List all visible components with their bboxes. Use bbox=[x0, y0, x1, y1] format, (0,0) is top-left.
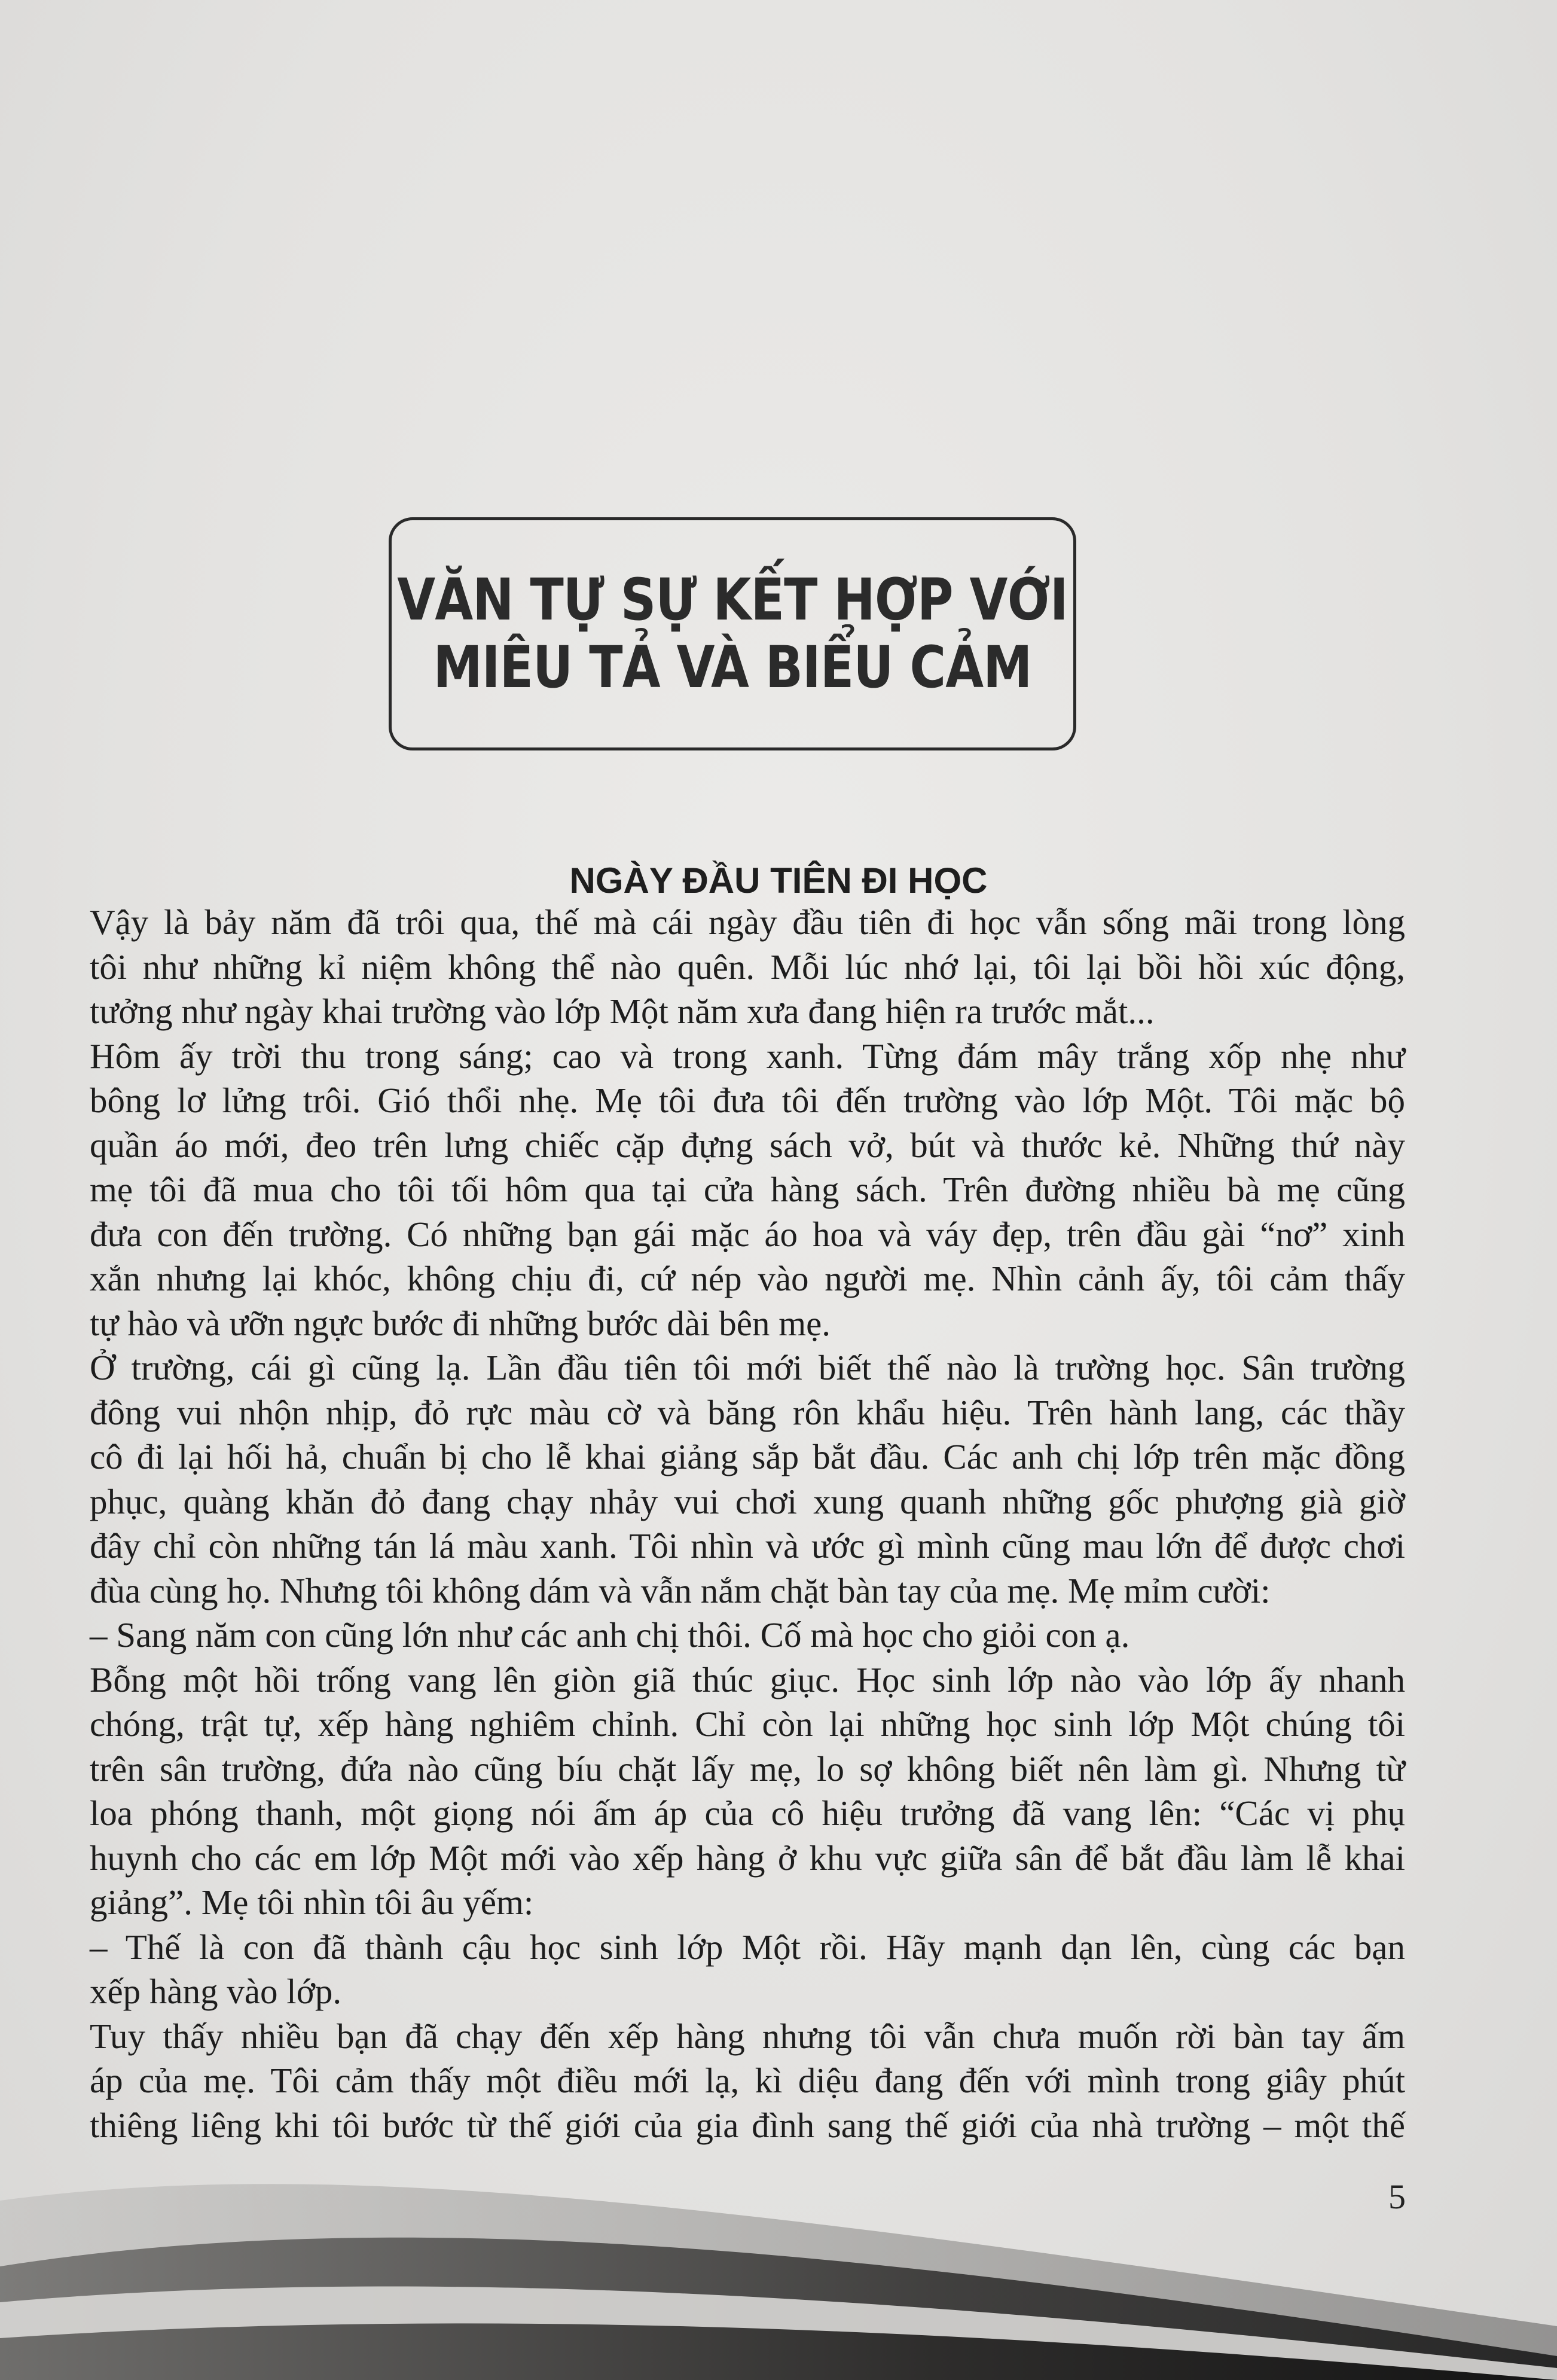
text-line: phục, quàng khăn đỏ đang chạy nhảy vui chơi xung quanh những gốc phượng già giờ bbox=[90, 1481, 1405, 1521]
text-line: trên sân trường, đứa nào cũng bíu chặt lấy mẹ, lo sợ không biết nên làm gì. Nhưng từ bbox=[90, 1749, 1405, 1789]
text-line: xắn nhưng lại khóc, không chịu đi, cứ nép vào người mẹ. Nhìn cảnh ấy, tôi cảm thấy bbox=[90, 1259, 1405, 1298]
text-line: giảng”. Mẹ tôi nhìn tôi âu yếm: bbox=[90, 1882, 534, 1922]
story-body bbox=[90, 900, 1405, 2147]
text-line: Hôm ấy trời thu trong sáng; cao và trong xanh. Từng đám mây trắng xốp nhẹ như bbox=[90, 1036, 1405, 1076]
text-line: – Thế là con đã thành cậu học sinh lớp Một rồi. Hãy mạnh dạn lên, cùng các bạn bbox=[90, 1927, 1405, 1967]
text-line: áp của mẹ. Tôi cảm thấy một điều mới lạ, kì diệu đang đến với mình trong giây phút bbox=[90, 2061, 1405, 2100]
text-line: Vậy là bảy năm đã trôi qua, thế mà cái ngày đầu tiên đi học vẫn sống mãi trong lòng bbox=[90, 902, 1405, 942]
text-line: thiêng liêng khi tôi bước từ thế giới của gia đình sang thế giới của nhà trường – một thế bbox=[90, 2105, 1405, 2145]
text-line: cô đi lại hối hả, chuẩn bị cho lễ khai giảng sắp bắt đầu. Các anh chị lớp trên mặc đồng bbox=[90, 1437, 1405, 1476]
text-line: mẹ tôi đã mua cho tôi tối hôm qua tại cửa hàng sách. Trên đường nhiều bà mẹ cũng bbox=[90, 1170, 1405, 1209]
text-line: tưởng như ngày khai trường vào lớp Một năm xưa đang hiện ra trước mắt... bbox=[90, 991, 1155, 1031]
decorative-wave bbox=[0, 2129, 1557, 2380]
chapter-title-line-1: VĂN TỰ SỰ KẾT HỢP VỚI bbox=[397, 566, 1068, 633]
text-line: Bỗng một hồi trống vang lên giòn giã thúc giục. Học sinh lớp nào vào lớp ấy nhanh bbox=[90, 1659, 1405, 1699]
chapter-title-line-2: MIÊU TẢ VÀ BIỂU CẢM bbox=[433, 634, 1032, 701]
story-title: NGÀY ĐẦU TIÊN ĐI HỌC bbox=[569, 861, 988, 901]
text-line: tôi như những kỉ niệm không thể nào quên. Mỗi lúc nhớ lại, tôi lại bồi hồi xúc động, bbox=[90, 947, 1405, 987]
text-line: đùa cùng họ. Nhưng tôi không dám và vẫn nắm chặt bàn tay của mẹ. Mẹ mỉm cười: bbox=[90, 1570, 1271, 1610]
text-line: huynh cho các em lớp Một mới vào xếp hàng ở khu vực giữa sân để bắt đầu làm lễ khai bbox=[90, 1838, 1405, 1878]
text-line: Ở trường, cái gì cũng lạ. Lần đầu tiên tôi mới biết thế nào là trường học. Sân trường bbox=[90, 1348, 1405, 1387]
text-line: đưa con đến trường. Có những bạn gái mặc áo hoa và váy đẹp, trên đầu gài “nơ” xinh bbox=[90, 1214, 1405, 1254]
text-line: – Sang năm con cũng lớn như các anh chị thôi. Cố mà học cho giỏi con ạ. bbox=[90, 1615, 1130, 1655]
text-line: bông lơ lửng trôi. Gió thổi nhẹ. Mẹ tôi đưa tôi đến trường vào lớp Một. Tôi mặc bộ bbox=[90, 1081, 1405, 1120]
text-line: chóng, trật tự, xếp hàng nghiêm chỉnh. Chỉ còn lại những học sinh lớp Một chúng tôi bbox=[90, 1704, 1405, 1744]
text-line: loa phóng thanh, một giọng nói ấm áp của cô hiệu trưởng đã vang lên: “Các vị phụ bbox=[90, 1793, 1405, 1833]
text-line: tự hào và ưỡn ngực bước đi những bước dài bên mẹ. bbox=[90, 1303, 831, 1343]
text-line: quần áo mới, đeo trên lưng chiếc cặp đựng sách vở, bút và thước kẻ. Những thứ này bbox=[90, 1125, 1405, 1165]
page-number: 5 bbox=[1388, 2177, 1406, 2216]
text-line: đông vui nhộn nhịp, đỏ rực màu cờ và băng rôn khẩu hiệu. Trên hành lang, các thầy bbox=[90, 1392, 1405, 1432]
text-line: xếp hàng vào lớp. bbox=[90, 1972, 342, 2011]
text-line: Tuy thấy nhiều bạn đã chạy đến xếp hàng nhưng tôi vẫn chưa muốn rời bàn tay ấm bbox=[90, 2016, 1405, 2056]
chapter-title-box bbox=[389, 517, 1076, 750]
text-line: đây chỉ còn những tán lá màu xanh. Tôi nhìn và ước gì mình cũng mau lớn để được chơi bbox=[90, 1526, 1405, 1566]
